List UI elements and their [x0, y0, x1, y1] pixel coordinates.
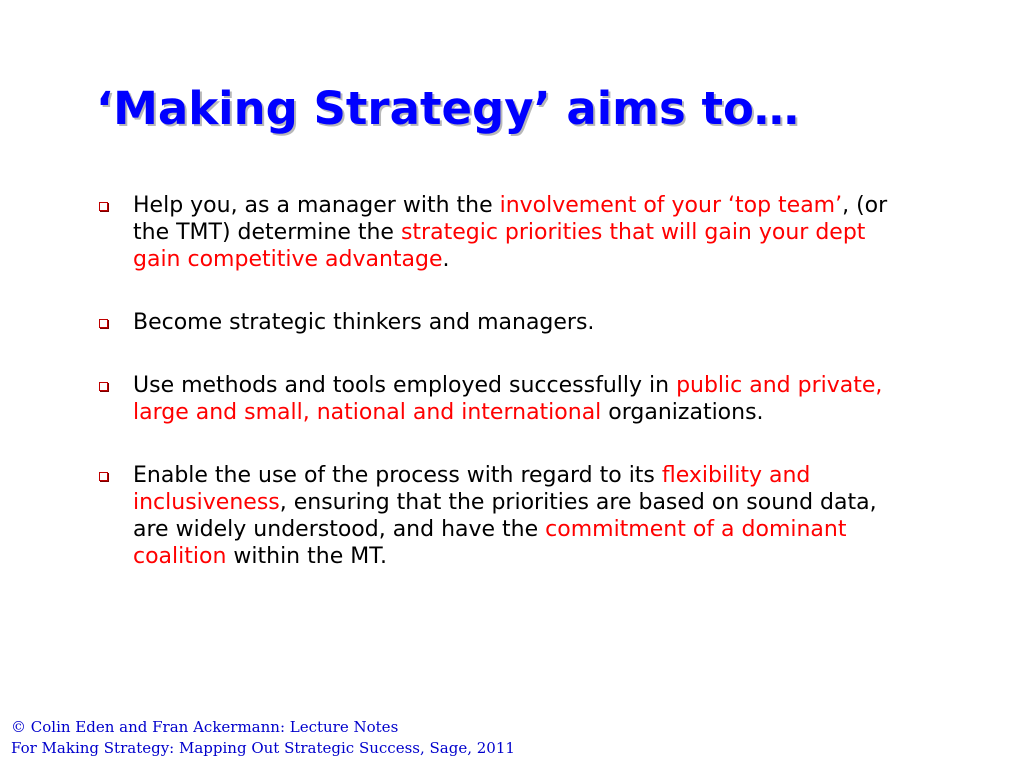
bullet-item-1 — [96, 192, 916, 273]
bullet-text — [133, 192, 916, 273]
footer-credit — [11, 717, 515, 759]
square-bullet-icon — [99, 319, 108, 328]
bullet-item-4 — [96, 462, 916, 570]
bullet-text-segment: within the MT. — [226, 544, 388, 569]
slide-title: ‘Making Strategy’ aims to… — [96, 82, 799, 135]
highlighted-phrase: involvement of your ‘top team’ — [499, 193, 843, 218]
bullet-text — [133, 372, 916, 426]
footer-line-copyright: © Colin Eden and Fran Ackermann: Lecture Notes — [11, 718, 399, 736]
highlighted-phrase: public and private, large and small, national and international — [133, 373, 883, 425]
bullet-text-segment: Help you, as a manager with the — [133, 193, 500, 218]
highlighted-phrase: commitment of a dominant coalition — [133, 517, 847, 569]
bullet-item-2 — [96, 309, 916, 336]
bullet-text — [133, 309, 916, 336]
bullet-text-segment: Become strategic thinkers and managers. — [133, 310, 595, 335]
bullet-text-segment: . — [442, 247, 450, 272]
bullet-text-segment: organizations. — [601, 400, 764, 425]
bullet-list — [96, 192, 916, 606]
bullet-text-segment: , ensuring that the priorities are based on sound data, are widely understood, and have the — [133, 490, 877, 542]
highlighted-phrase: flexibility and inclusiveness — [133, 463, 811, 515]
bullet-text — [133, 462, 916, 570]
footer-line-source: For Making Strategy: Mapping Out Strategic Success, Sage, 2011 — [11, 739, 515, 757]
bullet-text-segment: Enable the use of the process with regard to its — [133, 463, 662, 488]
highlighted-phrase: strategic priorities that will gain your dept gain competitive advantage — [133, 220, 866, 272]
square-bullet-icon — [99, 472, 108, 481]
bullet-item-3 — [96, 372, 916, 426]
bullet-text-segment: , (or the TMT) determine the — [133, 193, 888, 245]
square-bullet-icon — [99, 202, 108, 211]
bullet-text-segment: Use methods and tools employed successfully in — [133, 373, 677, 398]
square-bullet-icon — [99, 382, 108, 391]
